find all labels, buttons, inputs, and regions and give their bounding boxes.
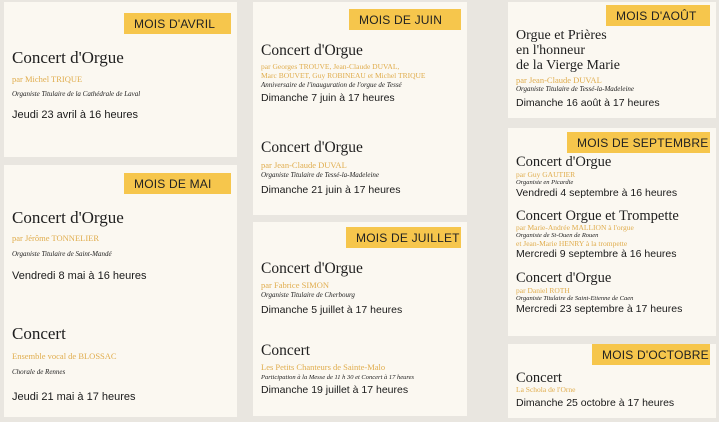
- event-performer: et Jean-Marie HENRY à la trompette: [516, 239, 628, 248]
- month-banner: MOIS DE JUIN: [349, 9, 461, 30]
- event-note: Organiste Titulaire de Tessé-la-Madeleine: [516, 85, 635, 93]
- event-date: Vendredi 4 septembre à 16 heures: [516, 187, 678, 199]
- event-date: Mercredi 9 septembre à 16 heures: [516, 248, 677, 260]
- event-title: Concert d'Orgue: [261, 139, 363, 156]
- panel-aout: [508, 2, 716, 118]
- event-title: Concert Orgue et Trompette: [516, 208, 679, 224]
- event-note: Participation à la Messe de 11 h 30 et Concert à 17 heures: [261, 374, 415, 381]
- event: [516, 208, 710, 260]
- event-performer: Marc BOUVET, Guy ROBINEAU et Michel TRIQUE: [261, 71, 426, 80]
- event-title: Concert d'Orgue: [261, 260, 363, 277]
- month-banner: MOIS DE MAI: [124, 173, 231, 194]
- event-performer: par Georges TROUVE, Jean-Claude DUVAL,: [261, 62, 400, 71]
- event-note: Organiste Titulaire de Saint-Etienne de Caen: [516, 295, 634, 302]
- event-title: Concert: [516, 370, 562, 386]
- event-title: Concert d'Orgue: [12, 208, 124, 227]
- month-banner: MOIS DE JUILLET: [346, 227, 461, 248]
- event-date: Dimanche 25 octobre à 17 heures: [516, 397, 675, 409]
- event-note: Organiste Titulaire de Tessé-la-Madeleine: [261, 171, 380, 179]
- event-performer: par Marie-Andrée MALLION à l'orgue: [516, 223, 634, 232]
- event-performer: par Guy GAUTIER: [516, 170, 576, 179]
- event: [261, 342, 461, 396]
- column-june-july: [253, 0, 467, 422]
- event-performer: par Jean-Claude DUVAL: [516, 75, 602, 85]
- event: [516, 270, 710, 315]
- event-title: de la Vierge Marie: [516, 58, 620, 73]
- event-date: Dimanche 21 juin à 17 heures: [261, 184, 401, 196]
- event-date: Dimanche 7 juin à 17 heures: [261, 92, 395, 104]
- column-april-may: [4, 0, 237, 422]
- event: [12, 209, 231, 282]
- event-title: Concert: [12, 324, 66, 343]
- event-performer: par Daniel ROTH: [516, 286, 570, 295]
- month-banner: MOIS D'AOÛT: [606, 5, 710, 26]
- event-note: Organiste Titulaire de Cherbourg: [261, 291, 355, 299]
- event-date: Jeudi 21 mai à 17 heures: [12, 391, 136, 403]
- panel-septembre: [508, 128, 716, 336]
- event-date: Dimanche 5 juillet à 17 heures: [261, 304, 403, 316]
- event-date: Vendredi 8 mai à 16 heures: [12, 270, 147, 282]
- event: [516, 370, 710, 409]
- event-note: Anniversaire de l'inauguration de l'orgue de Tessé: [261, 81, 402, 89]
- event-title: Concert d'Orgue: [12, 48, 124, 67]
- event-date: Dimanche 19 juillet à 17 heures: [261, 384, 409, 396]
- event: [261, 139, 461, 196]
- event-performer: Ensemble vocal de BLOSSAC: [12, 351, 117, 361]
- event-title: Concert d'Orgue: [516, 270, 612, 286]
- panel-mai: [4, 165, 237, 417]
- event-title: en l'honneur: [516, 43, 586, 58]
- month-banner: MOIS D'OCTOBRE: [592, 344, 710, 365]
- event-title: Concert d'Orgue: [261, 42, 363, 59]
- event-date: Jeudi 23 avril à 16 heures: [12, 109, 138, 121]
- event-performer: par Fabrice SIMON: [261, 280, 329, 290]
- panel-juin: [253, 2, 467, 215]
- event: [12, 325, 231, 403]
- event-performer: par Jean-Claude DUVAL: [261, 160, 347, 170]
- event-performer: par Jérôme TONNELIER: [12, 233, 100, 243]
- event: [12, 49, 231, 121]
- panel-juillet: [253, 222, 467, 416]
- event-note: Organiste en Picardie: [516, 179, 574, 186]
- event: [516, 28, 710, 109]
- panel-octobre: [508, 344, 716, 418]
- column-august-october: [508, 0, 716, 422]
- month-banner: MOIS DE SEPTEMBRE: [567, 132, 710, 153]
- event: [516, 154, 710, 199]
- month-banner: MOIS D'AVRIL: [124, 13, 231, 34]
- event: [261, 260, 461, 316]
- event-performer: par Michel TRIQUE: [12, 74, 83, 84]
- event: [261, 42, 461, 104]
- event-title: Orgue et Prières: [516, 28, 607, 43]
- event-note: Organiste Titulaire de la Cathédrale de Laval: [12, 90, 141, 98]
- event-performer: Les Petits Chanteurs de Sainte-Malo: [261, 362, 386, 372]
- event-performer: La Schola de l'Orne: [516, 385, 576, 394]
- event-title: Concert: [261, 342, 311, 359]
- event-note: Organiste de St-Ouen de Rouen: [516, 232, 599, 239]
- event-date: Mercredi 23 septembre à 17 heures: [516, 303, 683, 315]
- event-title: Concert d'Orgue: [516, 154, 612, 170]
- panel-avril: [4, 2, 237, 157]
- event-note: Organiste Titulaire de Saint-Mandé: [12, 250, 112, 258]
- event-date: Dimanche 16 août à 17 heures: [516, 97, 660, 109]
- event-note: Chorale de Rennes: [12, 368, 66, 376]
